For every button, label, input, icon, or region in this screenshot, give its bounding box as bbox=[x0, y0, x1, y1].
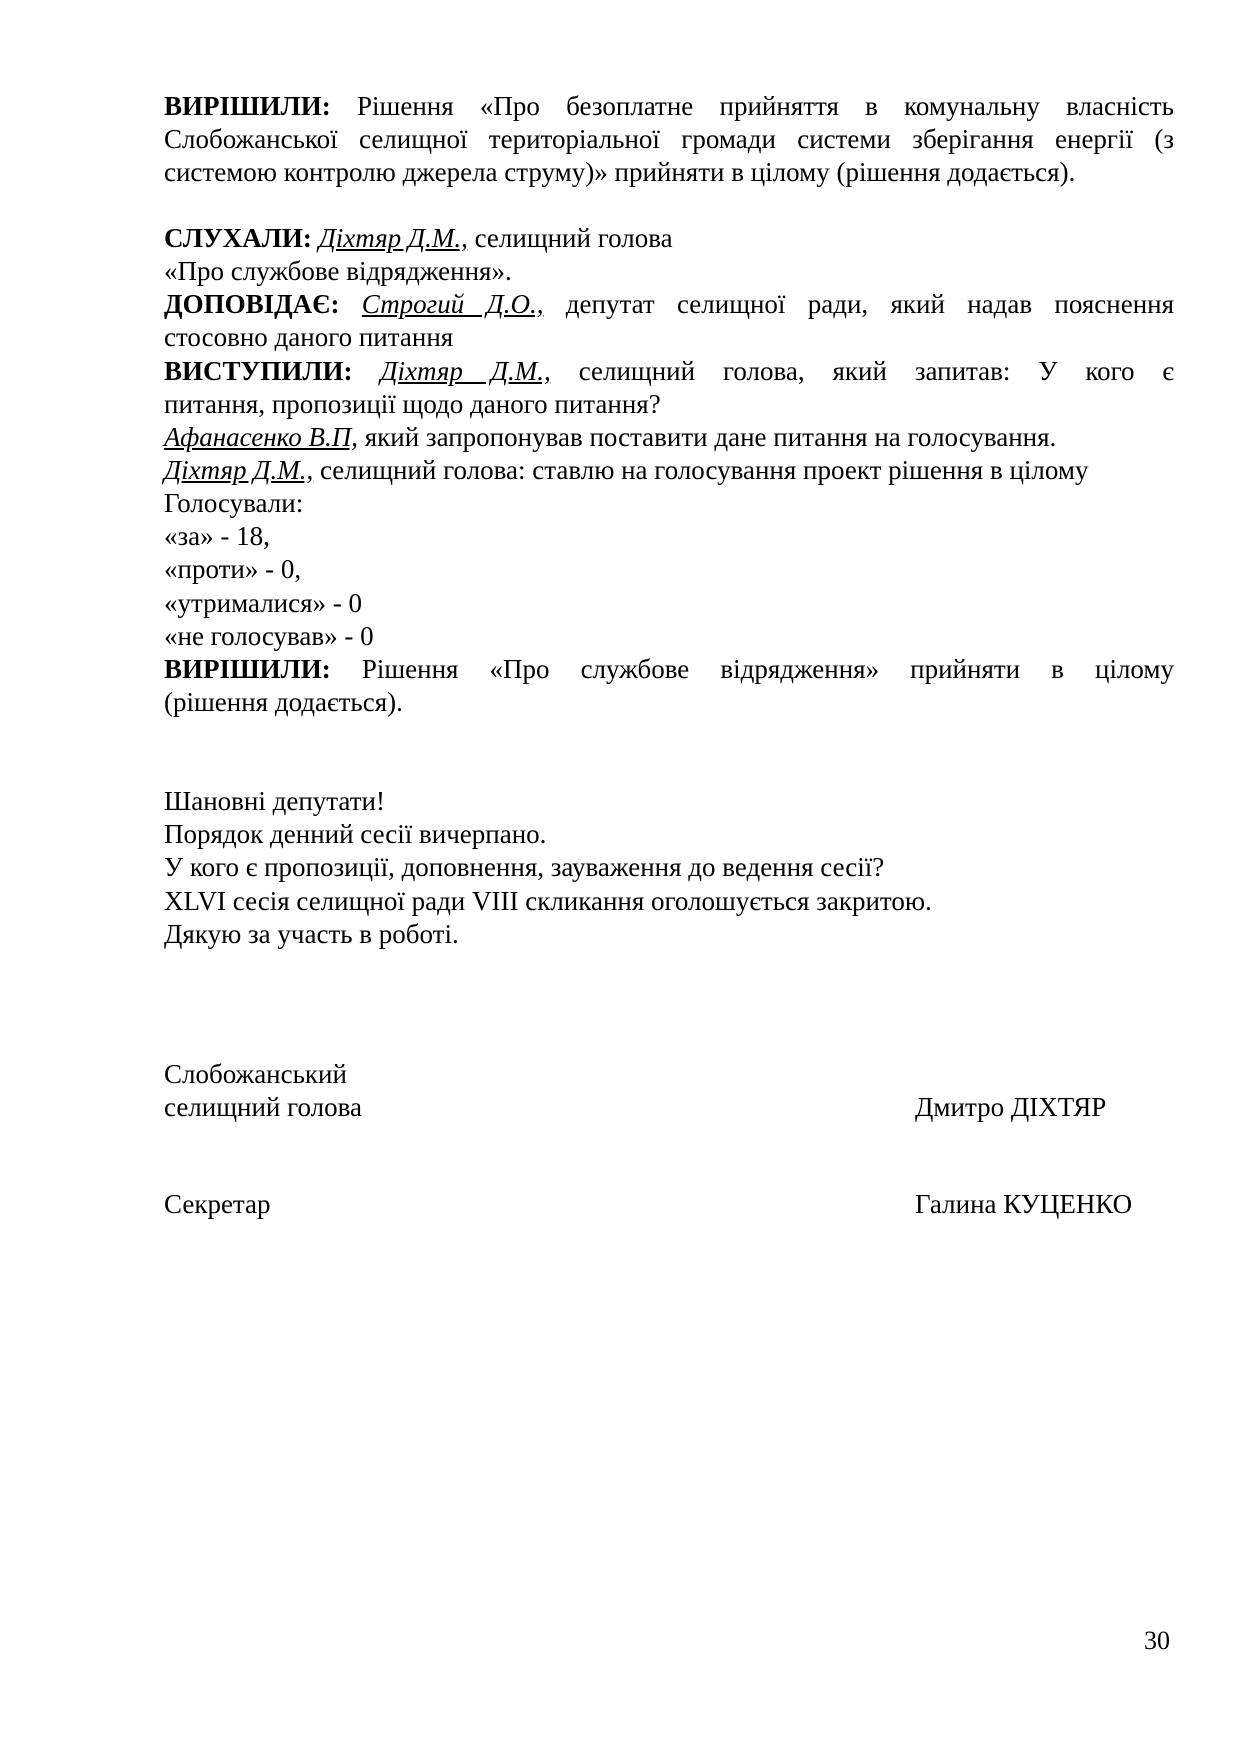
speaker-3-person: Діхтяр Д.М., bbox=[164, 455, 314, 485]
heard-label: СЛУХАЛИ: bbox=[164, 223, 312, 253]
decision-text: Рішення «Про службове відрядження» прийняти в цілому bbox=[361, 654, 1174, 684]
reports-label: ДОПОВІДАЄ: bbox=[164, 289, 340, 319]
closing-line-5: Дякую за участь в роботі. bbox=[164, 919, 459, 949]
closing-line-4: XLVI сесія селищної ради VIII скликання оголошується закритою. bbox=[164, 886, 932, 916]
speaker-1-text: селищний голова, який запитав: У кого є bbox=[578, 356, 1175, 386]
heard-person: Діхтяр Д.М., bbox=[318, 223, 468, 253]
decision-1-line-1 bbox=[164, 90, 1174, 123]
vote-against: «проти» - 0, bbox=[164, 554, 302, 584]
vote-not-voted: «не голосував» - 0 bbox=[164, 621, 374, 651]
decision-1-line-3: системою контролю джерела струму)» прийняти в цілому (рішення додається). bbox=[164, 157, 1076, 187]
speaker-2-text: який запропонував поставити дане питання на голосування. bbox=[364, 422, 1057, 452]
secretary-name: Галина КУЦЕНКО bbox=[915, 1189, 1133, 1219]
voting-label: Голосували: bbox=[164, 488, 304, 518]
speaker-3-text: селищний голова: ставлю на голосування проект рішення в цілому bbox=[319, 455, 1089, 485]
decision-1-line-2: Слобожанської селищної територіальної громади системи зберігання енергії (з bbox=[164, 124, 1174, 154]
decision-text: Рішення «Про безоплатне прийняття в комунальну власність bbox=[357, 91, 1175, 121]
head-name: Дмитро ДІХТЯР bbox=[915, 1092, 1107, 1122]
heard-role: селищний голова bbox=[474, 223, 673, 253]
secretary-title: Секретар bbox=[164, 1189, 271, 1219]
speakers-label: ВИСТУПИЛИ: bbox=[164, 356, 353, 386]
speakers-line-2: питання, пропозиції щодо даного питання? bbox=[164, 389, 661, 419]
speaker-2-line bbox=[164, 421, 1174, 454]
vote-for: «за» - 18, bbox=[164, 521, 270, 551]
reports-person: Строгий Д.О., bbox=[361, 289, 544, 319]
speaker-3-line bbox=[164, 454, 1174, 487]
decision-2-line-1 bbox=[164, 653, 1174, 686]
head-title-line-2: селищний голова bbox=[164, 1092, 363, 1122]
speaker-1-person: Діхтяр Д.М., bbox=[380, 356, 551, 386]
decision-label: ВИРІШИЛИ: bbox=[164, 654, 331, 684]
speaker-2-person: Афанасенко В.П, bbox=[164, 422, 358, 452]
reports-line-1 bbox=[164, 288, 1174, 321]
closing-line-1: Шановні депутати! bbox=[164, 786, 385, 816]
reports-text: депутат селищної ради, який надав пояснення bbox=[565, 289, 1175, 319]
decision-2-line-2: (рішення додається). bbox=[164, 687, 403, 717]
speakers-line-1 bbox=[164, 355, 1174, 388]
reports-line-2: стосовно даного питання bbox=[164, 322, 454, 352]
heard-line bbox=[164, 222, 1174, 255]
closing-line-2: Порядок денний сесії вичерпано. bbox=[164, 819, 547, 849]
decision-label: ВИРІШИЛИ: bbox=[164, 91, 331, 121]
page-number: 30 bbox=[1144, 1626, 1170, 1655]
head-title-line-1: Слобожанський bbox=[164, 1059, 347, 1089]
closing-line-3: У кого є пропозиції, доповнення, зауваження до ведення сесії? bbox=[164, 852, 885, 882]
vote-abstained: «утрималися» - 0 bbox=[164, 588, 363, 618]
heard-topic: «Про службове відрядження». bbox=[164, 256, 512, 286]
